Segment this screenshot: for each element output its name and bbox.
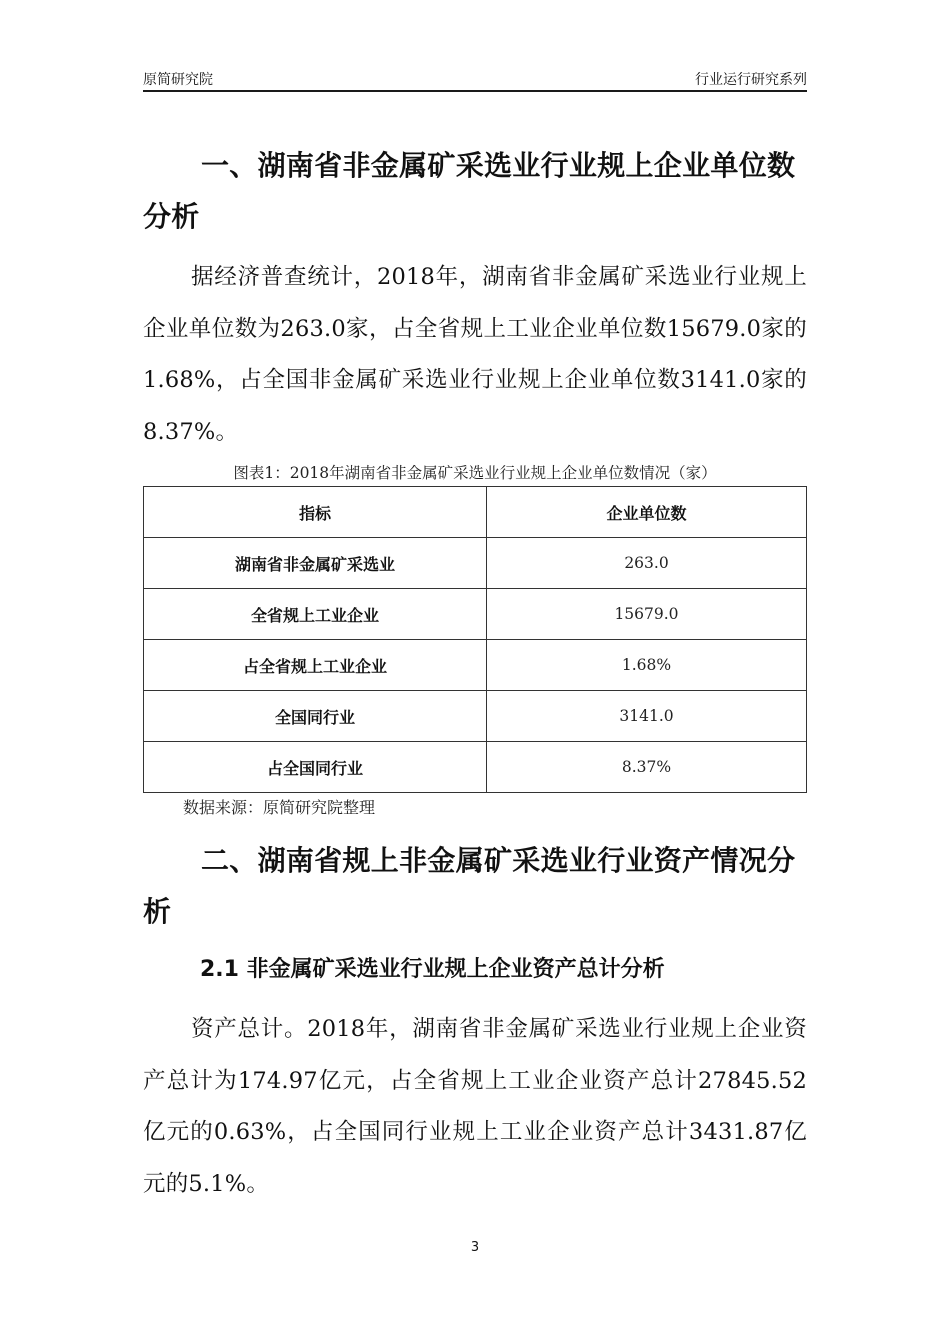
column-header-count: 企业单位数 (487, 487, 807, 538)
page-header (143, 66, 807, 92)
row-value: 1.68% (487, 640, 807, 691)
subsection-2-1-heading: 2.1 非金属矿采选业行业规上企业资产总计分析 (200, 957, 665, 982)
row-label: 占全省规上工业企业 (144, 640, 487, 691)
section1-heading: 一、湖南省非金属矿采选业行业规上企业单位数分析 (143, 149, 796, 233)
table-row (144, 742, 807, 793)
enterprise-count-table (143, 486, 807, 793)
subsection-2-1-paragraph: 资产总计。2018年，湖南省非金属矿采选业行业规上企业资产总计为174.97亿元，占全省规上工业企业资产总计27845.52亿元的0.63%，占全国同行业规上工业企业资产总计3431.87亿元的5.1%。 (143, 1016, 807, 1197)
row-label: 湖南省非金属矿采选业 (144, 538, 487, 589)
page-number: 3 (470, 1240, 480, 1255)
row-label: 全省规上工业企业 (144, 589, 487, 640)
header-organization: 原简研究院 (143, 72, 213, 88)
row-value: 8.37% (487, 742, 807, 793)
section2-heading: 二、湖南省规上非金属矿采选业行业资产情况分析 (143, 844, 796, 928)
table-header-row (144, 487, 807, 538)
column-header-indicator: 指标 (144, 487, 487, 538)
section1-paragraph: 据经济普查统计，2018年，湖南省非金属矿采选业行业规上企业单位数为263.0家，占全省规上工业企业单位数15679.0家的1.68%，占全国非金属矿采选业行业规上企业单位数3141.0家的8.37%。 (143, 264, 807, 445)
table-row (144, 691, 807, 742)
table-row (144, 589, 807, 640)
row-value: 15679.0 (487, 589, 807, 640)
table1-source: 数据来源：原简研究院整理 (183, 798, 376, 817)
row-label: 全国同行业 (144, 691, 487, 742)
row-value: 3141.0 (487, 691, 807, 742)
row-value: 263.0 (487, 538, 807, 589)
table1-caption: 图表1：2018年湖南省非金属矿采选业行业规上企业单位数情况（家） (233, 464, 717, 482)
table-row (144, 640, 807, 691)
row-label: 占全国同行业 (144, 742, 487, 793)
table-row (144, 538, 807, 589)
header-series: 行业运行研究系列 (695, 72, 807, 88)
